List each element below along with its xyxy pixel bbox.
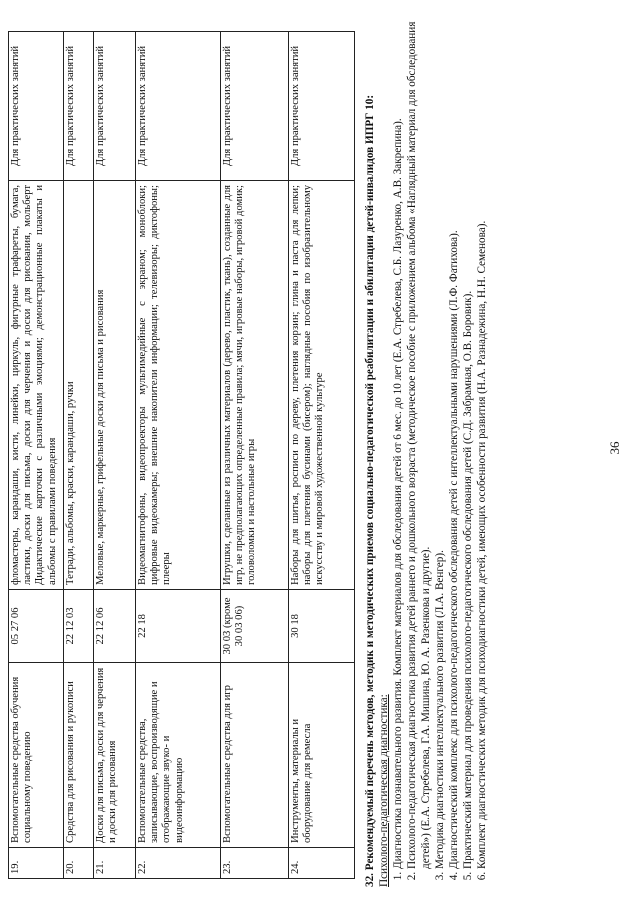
list-item: 5. Практический материал для проведения психолого-педагогического обследования детей (С.Д. Забрамная, О.В. Боровик). [461, 19, 475, 869]
page-number: 36 [607, 441, 622, 455]
methods-list [391, 19, 489, 887]
list-item: 2. Психолого-педагогическая диагностика развития детей раннего и дошкольного возраста (методическое пособие с приложением альбома «Наглядный материал для обследования детей») (Е.А. Стребелева, Г.А. Мишина, Ю. А. Разенкова и другие). [405, 19, 433, 869]
equipment-description: Видеомагнитофоны, видеопроекторы мультимедийные с экраном; моноблоки; цифровые видеокамеры; внешние накопители информации; телевизоры; диктофоны; плееры [136, 181, 221, 590]
equipment-description: фломастеры, карандаши, кисти, линейки, циркуль, фигурные трафареты, бумага, ластики, доски для письма, доски для черчения и доски для рисования, мольберт Дидактические карточки с различными эмоциями; демонстрационные плакаты и альбомы с правилами поведения [9, 181, 64, 590]
equipment-description: Меловые, маркерные, грифельные доски для письма и рисования [94, 181, 136, 590]
table-row [94, 32, 136, 879]
table-row [289, 32, 355, 879]
purpose: Для практических занятий [94, 32, 136, 181]
list-item: 6. Комплект диагностических методик для психодиагностики детей, имеющих особенности развития (Н.А. Разнадежина, Н.Н. Семенова). [475, 19, 489, 869]
equipment-name: Вспомогательные средства, записывающие, воспроизводящие и отображающие звуко- и видеоинформацию [136, 663, 221, 848]
list-item: 1. Диагностика познавательного развития. Комплект материалов для обследования детей от 6 мес. до 10 лет (Е.А. Стребелева, С.Б. Лазуренко, А.В. Закрепина). [391, 19, 405, 869]
section-subheading: Психолого-педагогическая диагностика: [378, 694, 390, 887]
methods-section [363, 19, 489, 887]
rotated-page-content [8, 13, 578, 893]
purpose: Для практических занятий [136, 32, 221, 181]
classification-code: 30 18 [289, 590, 355, 663]
section-heading: 32. Рекомендуемый перечень методов, методик и методических приемов социально-педагогической реабилитации и абилитации детей-инвалидов ИПРГ 10: [364, 94, 376, 887]
table-row [64, 32, 94, 879]
row-number: 21. [94, 848, 136, 879]
equipment-table [8, 31, 355, 879]
classification-code: 30 03 (кроме 30 03 06) [221, 590, 289, 663]
equipment-description: Игрушки, сделанные из различных материалов (дерево, пластик, ткань), созданные для игр, не предполагающих определенные правила; мячи, игровые наборы, игровой домик; головоломки и настольные игры [221, 181, 289, 590]
purpose: Для практических занятий [221, 32, 289, 181]
table-row [9, 32, 64, 879]
purpose: Для практических занятий [289, 32, 355, 181]
table-row [136, 32, 221, 879]
table-row [221, 32, 289, 879]
list-item: 3. Методика диагностики интеллектуального развития (Л.А. Венгер). [433, 19, 447, 869]
equipment-name: Средства для рисования и рукописи [64, 663, 94, 848]
equipment-name: Инструменты, материалы и оборудование для ремесла [289, 663, 355, 848]
purpose: Для практических занятий [64, 32, 94, 181]
row-number: 23. [221, 848, 289, 879]
equipment-name: Доски для письма, доски для черчения и доски для рисования [94, 663, 136, 848]
row-number: 24. [289, 848, 355, 879]
equipment-name: Вспомогательные средства для игр [221, 663, 289, 848]
equipment-name: Вспомогательные средства обучения социальному поведению [9, 663, 64, 848]
classification-code: 22 18 [136, 590, 221, 663]
purpose: Для практических занятий [9, 32, 64, 181]
classification-code: 22 12 06 [94, 590, 136, 663]
row-number: 22. [136, 848, 221, 879]
classification-code: 22 12 03 [64, 590, 94, 663]
equipment-description: Тетради, альбомы, краски, карандаши, ручки [64, 181, 94, 590]
classification-code: 05 27 06 [9, 590, 64, 663]
list-item: 4. Диагностический комплекс для психолого-педагогического обследования детей с интеллектуальными нарушениями (Л.Ф. Фатихова). [447, 19, 461, 869]
equipment-description: Наборы для шитья, роспиcи по дереву, плетения корзин; глина и паста для лепки; наборы для плетения бусинами (бисером); наглядные пособия по изобразительному искусству и мировой художественной культуре [289, 181, 355, 590]
row-number: 20. [64, 848, 94, 879]
row-number: 19. [9, 848, 64, 879]
